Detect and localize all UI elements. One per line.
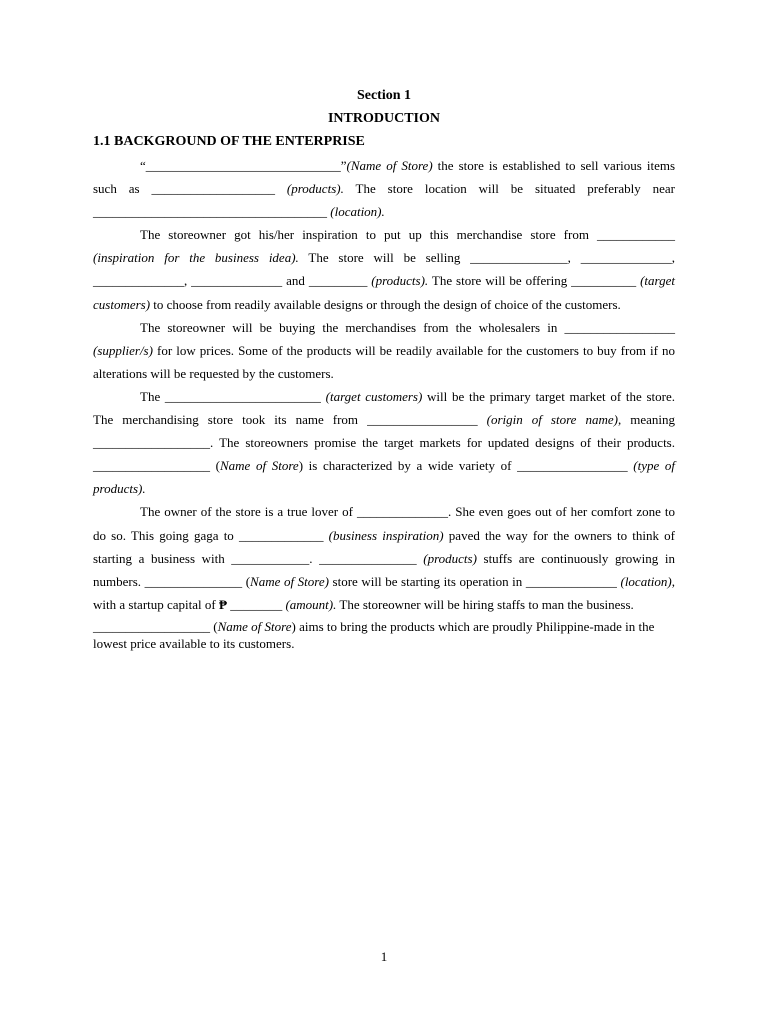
paragraph-text-run: ________ [226, 596, 286, 612]
document-body [93, 154, 675, 652]
paragraph-text-run: (supplier/s) [93, 342, 153, 358]
paragraph-text-run: The owner of the store is a true lover of ______________. She even goes out of her comfort zone to do so. This going gaga to _____________ [93, 504, 675, 543]
paragraph [93, 500, 675, 615]
paragraph-text-run: ₱ [219, 596, 227, 612]
paragraph-text-run: (type of products). [93, 458, 676, 497]
paragraph-text-run: (products) [423, 550, 477, 566]
paragraph-text-run: (products). [371, 273, 429, 289]
paragraph-text-run: to choose from readily available designs or through the design of choice of the customers. [150, 296, 621, 312]
paragraph-text-run: (business inspiration) [328, 527, 444, 543]
paragraph-text-run: (origin of store name) [486, 412, 618, 428]
paragraph-text-run: ) is characterized by a wide variety of _________________ [298, 458, 634, 474]
paragraph-text-run: __________________ ( [93, 618, 218, 634]
paragraph-text-run: (location) [620, 573, 672, 589]
paragraph [93, 316, 675, 385]
paragraph-text-run: “______________________________” [140, 158, 347, 173]
paragraph-text-run: (inspiration for the business idea). [93, 250, 299, 266]
paragraph [93, 618, 675, 652]
paragraph-text-run: The store location will be situated preferably near ____________________________________ [93, 181, 675, 220]
paragraph-text-run: The store will be selling _______________, ______________, ______________, ______________ and _________ [93, 250, 676, 289]
paragraph-text-run: (products). [286, 181, 344, 197]
paragraph-text-run: The ________________________ [140, 388, 326, 404]
paragraph-text-run: , with a startup capital of [93, 573, 675, 612]
paragraph-text-run: The storeowner got his/her inspiration to put up this merchandise store from ____________ [140, 227, 675, 243]
paragraph-text-run: The storeowner will be hiring staffs to man the business. [336, 596, 634, 612]
paragraph-text-run: ) aims to bring the products which are proudly Philippine-made in the lowest price available to its customers. [93, 618, 655, 651]
paragraph-text-run: paved the way for the owners to think of starting a business with ____________. _______________ [93, 527, 675, 566]
paragraph-text-run: (target customers) [93, 273, 675, 312]
paragraph-text-run: will be the primary target market of the store. The merchandising store took its name from _________________ [93, 388, 675, 428]
paragraph-text-run: the store is established to sell various items such as ___________________ [93, 158, 676, 197]
paragraph-text-run: Name of Store [219, 458, 299, 474]
paragraph-text-run: for low prices. Some of the products will be readily available for the customers to buy from if no alterations will be requested by the customers. [93, 342, 675, 381]
paragraph [93, 223, 675, 315]
paragraph-text-run: (Name of Store) [346, 158, 433, 173]
section-heading: Section 1 [356, 88, 412, 103]
paragraph-text-run: , meaning __________________. The storeowners promise the target markets for updated designs of their products. __________________ ( [93, 412, 676, 474]
page-number: 1 [380, 949, 388, 964]
subsection-heading: 1.1 BACKGROUND OF THE ENTERPRISE [93, 134, 365, 149]
paragraph-text-run: (target customers) [325, 388, 423, 404]
paragraph-text-run: Name of Store [217, 618, 292, 634]
paragraph-text-run: stuffs are continuously growing in numbers. _______________ ( [93, 550, 675, 589]
paragraph-text-run: (amount). [285, 596, 337, 612]
paragraph-text-run: Name of Store) [250, 573, 329, 589]
paragraph [93, 385, 675, 500]
chapter-title: INTRODUCTION [327, 111, 440, 126]
paragraph-text-run: The storeowner will be buying the merchandises from the wholesalers in _________________ [140, 319, 675, 335]
paragraph-text-run: (location). [330, 204, 385, 220]
paragraph [93, 154, 675, 223]
paragraph-text-run: The store will be offering __________ [428, 273, 641, 289]
paragraph-text-run: store will be starting its operation in ______________ [328, 573, 621, 589]
